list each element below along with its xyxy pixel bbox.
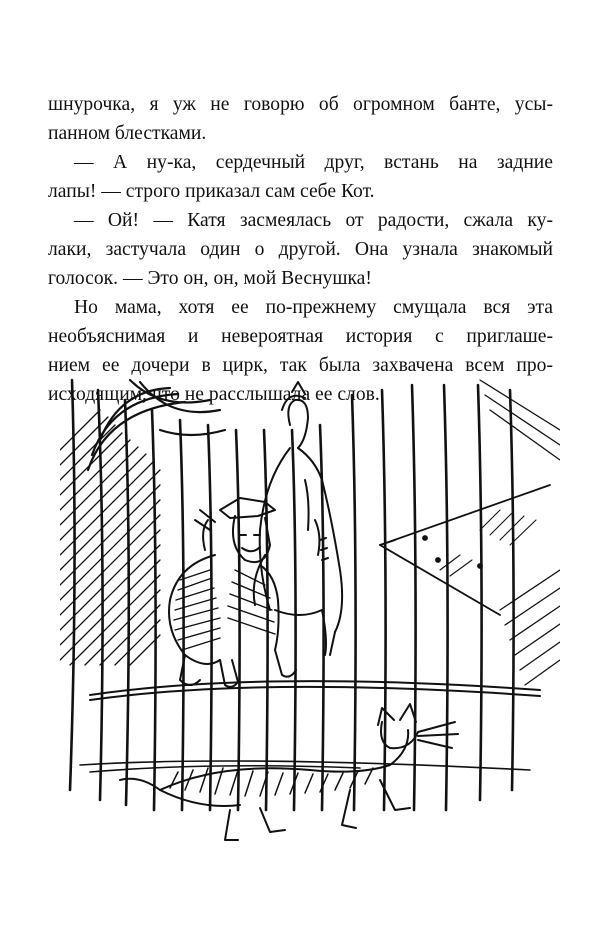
illustration-svg — [60, 370, 560, 875]
text-line: — Ой! — Катя засмеялась от радости, сжала ку- — [74, 210, 553, 231]
circus-illustration — [60, 370, 560, 875]
cat — [120, 704, 458, 840]
text-line: шнурочка, я уж не говорю об огромном банте, усы- — [48, 94, 553, 115]
spotlight-hatching — [440, 510, 536, 576]
ring-edge — [90, 681, 540, 700]
cage-bars — [70, 380, 514, 810]
text-line: исходящим, что не расслышала ее слов. — [48, 384, 380, 405]
clown-stripes — [174, 570, 275, 650]
text-line: голосок. — Это он, он, мой Веснушка! — [48, 268, 372, 289]
text-line: Но мама, хотя ее по-прежнему смущала вся эта — [74, 297, 553, 318]
text-line: панном блестками. — [48, 123, 207, 144]
text-line: — А ну-ка, сердечный друг, встань на задние — [74, 152, 553, 173]
text-line: лаки, застучала один о другой. Она узнала знакомый — [48, 239, 553, 260]
body-text — [48, 90, 553, 409]
text-line: лапы! — строго приказал сам себе Кот. — [48, 181, 375, 202]
tent-arcs — [88, 380, 225, 470]
text-line: нием ее дочери в цирк, так была захвачена всем про- — [48, 355, 553, 376]
clown-figure — [169, 498, 296, 687]
spotlight — [380, 485, 550, 615]
text-line: необъяснимая и невероятная история с приглаше- — [48, 326, 553, 347]
